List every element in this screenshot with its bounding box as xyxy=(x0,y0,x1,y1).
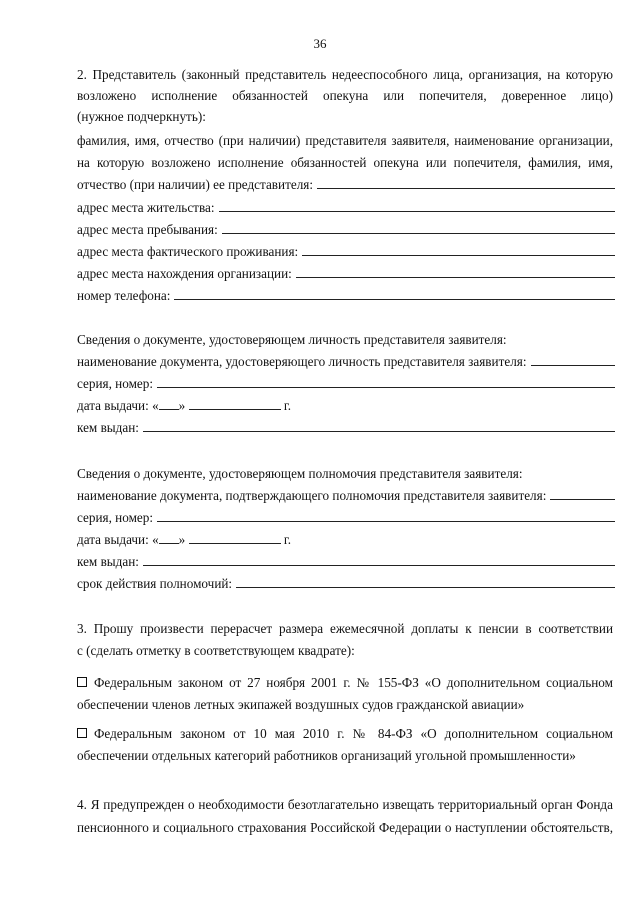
section4-line2: пенсионного и социального страхования Российской Федерации о наступлении обстоятельств, xyxy=(77,820,613,835)
fio-label-line1: фамилия, имя, отчество (при наличии) представителя заявителя, наименование организации, xyxy=(77,133,613,148)
address-residence-line[interactable] xyxy=(219,200,615,212)
address-org-line[interactable] xyxy=(296,266,615,278)
identity-issued-by-line[interactable] xyxy=(143,420,615,432)
identity-doc-name-line[interactable] xyxy=(531,354,615,366)
identity-series-field[interactable] xyxy=(77,376,615,393)
identity-doc-name-label: наименование документа, удостоверяющего личность представителя заявителя: xyxy=(77,354,527,369)
authority-issued-by-line[interactable] xyxy=(143,554,615,566)
identity-issued-by-field[interactable] xyxy=(77,420,615,437)
identity-series-label: серия, номер: xyxy=(77,376,154,391)
address-actual-line[interactable] xyxy=(302,244,615,256)
year-suffix: г. xyxy=(283,532,292,547)
section2-heading-line2: возложено исполнение обязанностей опекуна или попечителя, доверенное лицо) xyxy=(77,88,613,103)
date-close-quote: » xyxy=(178,398,186,413)
authority-issue-date-label: дата выдачи: xyxy=(77,532,149,547)
address-stay-line[interactable] xyxy=(222,222,615,234)
authority-issued-by-label: кем выдан: xyxy=(77,554,139,569)
section2-heading-line1: 2. Представитель (законный представитель недееспособного лица, организация, на которую xyxy=(77,67,613,82)
page-number: 36 xyxy=(313,36,327,51)
address-residence-field[interactable] xyxy=(77,200,615,217)
identity-issue-date-label: дата выдачи: xyxy=(77,398,149,413)
option2-checkbox[interactable] xyxy=(77,728,87,738)
authority-validity-line[interactable] xyxy=(236,576,615,588)
authority-validity-label: срок действия полномочий: xyxy=(77,576,233,591)
authority-day-blank[interactable] xyxy=(159,532,179,544)
authority-validity-field[interactable] xyxy=(77,576,615,593)
authority-issue-date-field[interactable] xyxy=(77,532,291,549)
address-actual-label: адрес места фактического проживания: xyxy=(77,244,299,259)
authority-doc-name-field[interactable] xyxy=(77,488,615,505)
section3-line2: с (сделать отметку в соответствующем квадрате): xyxy=(77,643,355,658)
identity-issued-by-label: кем выдан: xyxy=(77,420,139,435)
option1-line1[interactable] xyxy=(77,675,613,692)
authority-doc-name-label: наименование документа, подтверждающего полномочия представителя заявителя: xyxy=(77,488,547,503)
identity-series-line[interactable] xyxy=(157,376,615,388)
option2-text: Федеральным законом от 10 мая 2010 г. № 84-ФЗ «О дополнительном социальном xyxy=(94,726,613,741)
authority-series-line[interactable] xyxy=(157,510,615,522)
option2-line1[interactable] xyxy=(77,726,613,743)
address-stay-field[interactable] xyxy=(77,222,615,239)
address-stay-label: адрес места пребывания: xyxy=(77,222,218,237)
representative-name-field[interactable] xyxy=(77,177,615,194)
address-residence-label: адрес места жительства: xyxy=(77,200,215,215)
identity-issue-date-field[interactable] xyxy=(77,398,291,415)
fio-label-line3: отчество (при наличии) ее представителя: xyxy=(77,177,314,192)
identity-month-blank[interactable] xyxy=(189,398,281,410)
authority-doc-title: Сведения о документе, удостоверяющем полномочия представителя заявителя: xyxy=(77,466,523,481)
section4-line1: 4. Я предупрежден о необходимости безотлагательно извещать территориальный орган Фонда xyxy=(77,797,613,812)
date-open-quote: « xyxy=(152,532,159,547)
section3-line1: 3. Прошу произвести перерасчет размера ежемесячной доплаты к пенсии в соответствии xyxy=(77,621,613,636)
address-org-field[interactable] xyxy=(77,266,615,283)
identity-doc-name-field[interactable] xyxy=(77,354,615,371)
section2-heading-line3: (нужное подчеркнуть): xyxy=(77,109,206,124)
fio-label-line2: на которую возложено исполнение обязанностей опекуна или попечителя, фамилия, имя, xyxy=(77,155,613,170)
option1-checkbox[interactable] xyxy=(77,677,87,687)
address-actual-field[interactable] xyxy=(77,244,615,261)
date-open-quote: « xyxy=(152,398,159,413)
option1-line2: обеспечении членов летных экипажей воздушных судов гражданской авиации» xyxy=(77,697,525,712)
representative-name-line[interactable] xyxy=(317,177,615,189)
date-close-quote: » xyxy=(178,532,186,547)
authority-month-blank[interactable] xyxy=(189,532,281,544)
address-org-label: адрес места нахождения организации: xyxy=(77,266,292,281)
phone-label: номер телефона: xyxy=(77,288,171,303)
identity-doc-title: Сведения о документе, удостоверяющем личность представителя заявителя: xyxy=(77,332,507,347)
identity-day-blank[interactable] xyxy=(159,398,179,410)
authority-doc-name-line[interactable] xyxy=(550,488,615,500)
authority-issued-by-field[interactable] xyxy=(77,554,615,571)
option2-line2: обеспечении отдельных категорий работников организаций угольной промышленности» xyxy=(77,748,576,763)
authority-series-label: серия, номер: xyxy=(77,510,154,525)
phone-line[interactable] xyxy=(174,288,615,300)
authority-series-field[interactable] xyxy=(77,510,615,527)
year-suffix: г. xyxy=(283,398,292,413)
phone-field[interactable] xyxy=(77,288,615,305)
option1-text: Федеральным законом от 27 ноября 2001 г. № 155-ФЗ «О дополнительном социальном xyxy=(94,675,613,690)
